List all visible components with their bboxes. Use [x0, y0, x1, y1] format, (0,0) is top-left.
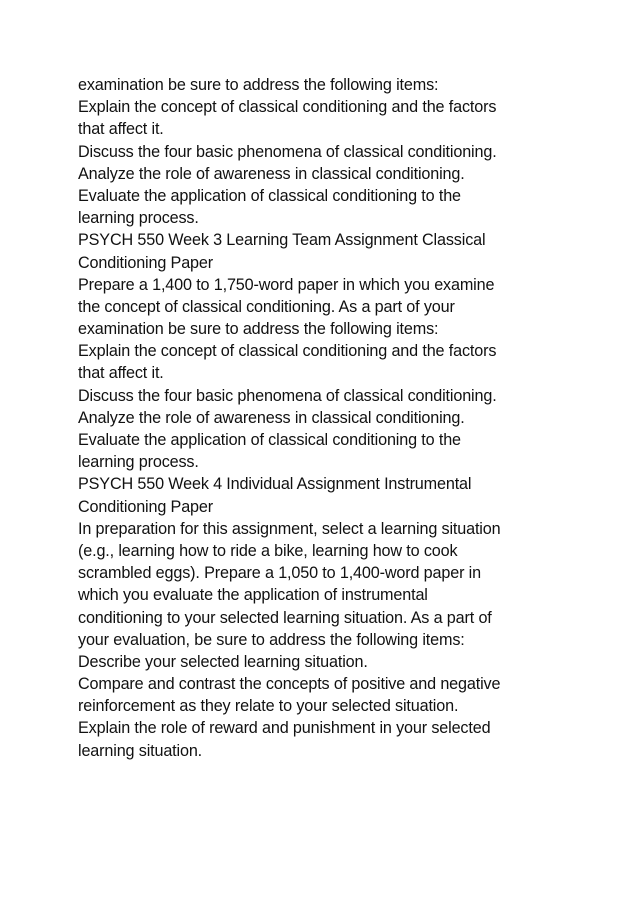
- text-line: Discuss the four basic phenomena of classical conditioning.: [78, 142, 497, 161]
- text-line: the concept of classical conditioning. As a part of your: [78, 297, 455, 316]
- text-line: examination be sure to address the following items:: [78, 76, 439, 94]
- text-line: conditioning to your selected learning situation. As a part of: [78, 608, 492, 627]
- text-line: your evaluation, be sure to address the following items:: [78, 630, 465, 649]
- text-line: scrambled eggs). Prepare a 1,050 to 1,400-word paper in: [78, 564, 481, 583]
- section-heading: Conditioning Paper: [78, 497, 213, 516]
- document-text: [78, 74, 568, 762]
- section-heading: Conditioning Paper: [78, 253, 213, 272]
- text-line: Explain the concept of classical conditioning and the factors: [78, 342, 497, 361]
- text-line: learning process.: [78, 209, 199, 228]
- text-line: Prepare a 1,400 to 1,750-word paper in which you examine: [78, 275, 495, 294]
- text-line: Evaluate the application of classical conditioning to the: [78, 186, 461, 205]
- text-line: which you evaluate the application of instrumental: [78, 586, 428, 605]
- text-line: Describe your selected learning situation.: [78, 652, 368, 671]
- text-line: Analyze the role of awareness in classical conditioning.: [78, 164, 465, 183]
- text-line: Evaluate the application of classical conditioning to the: [78, 431, 461, 449]
- text-line: Compare and contrast the concepts of positive and negative: [78, 675, 501, 694]
- text-line: that affect it.: [78, 364, 164, 383]
- text-line: reinforcement as they relate to your selected situation.: [78, 697, 459, 716]
- text-line: learning situation.: [78, 741, 203, 760]
- text-line: Explain the concept of classical conditioning and the factors: [78, 98, 497, 117]
- text-line: Explain the role of reward and punishment in your selected: [78, 719, 491, 738]
- text-line: learning process.: [78, 453, 199, 472]
- text-line: examination be sure to address the following items:: [78, 320, 439, 339]
- text-line: that affect it.: [78, 120, 164, 139]
- section-heading: PSYCH 550 Week 4 Individual Assignment Instrumental: [78, 475, 472, 494]
- text-line: Discuss the four basic phenomena of classical conditioning.: [78, 386, 497, 405]
- text-line: Analyze the role of awareness in classical conditioning.: [78, 408, 465, 427]
- text-line: (e.g., learning how to ride a bike, learning how to cook: [78, 541, 458, 560]
- text-line: In preparation for this assignment, select a learning situation: [78, 519, 501, 538]
- section-heading: PSYCH 550 Week 3 Learning Team Assignment Classical: [78, 231, 486, 250]
